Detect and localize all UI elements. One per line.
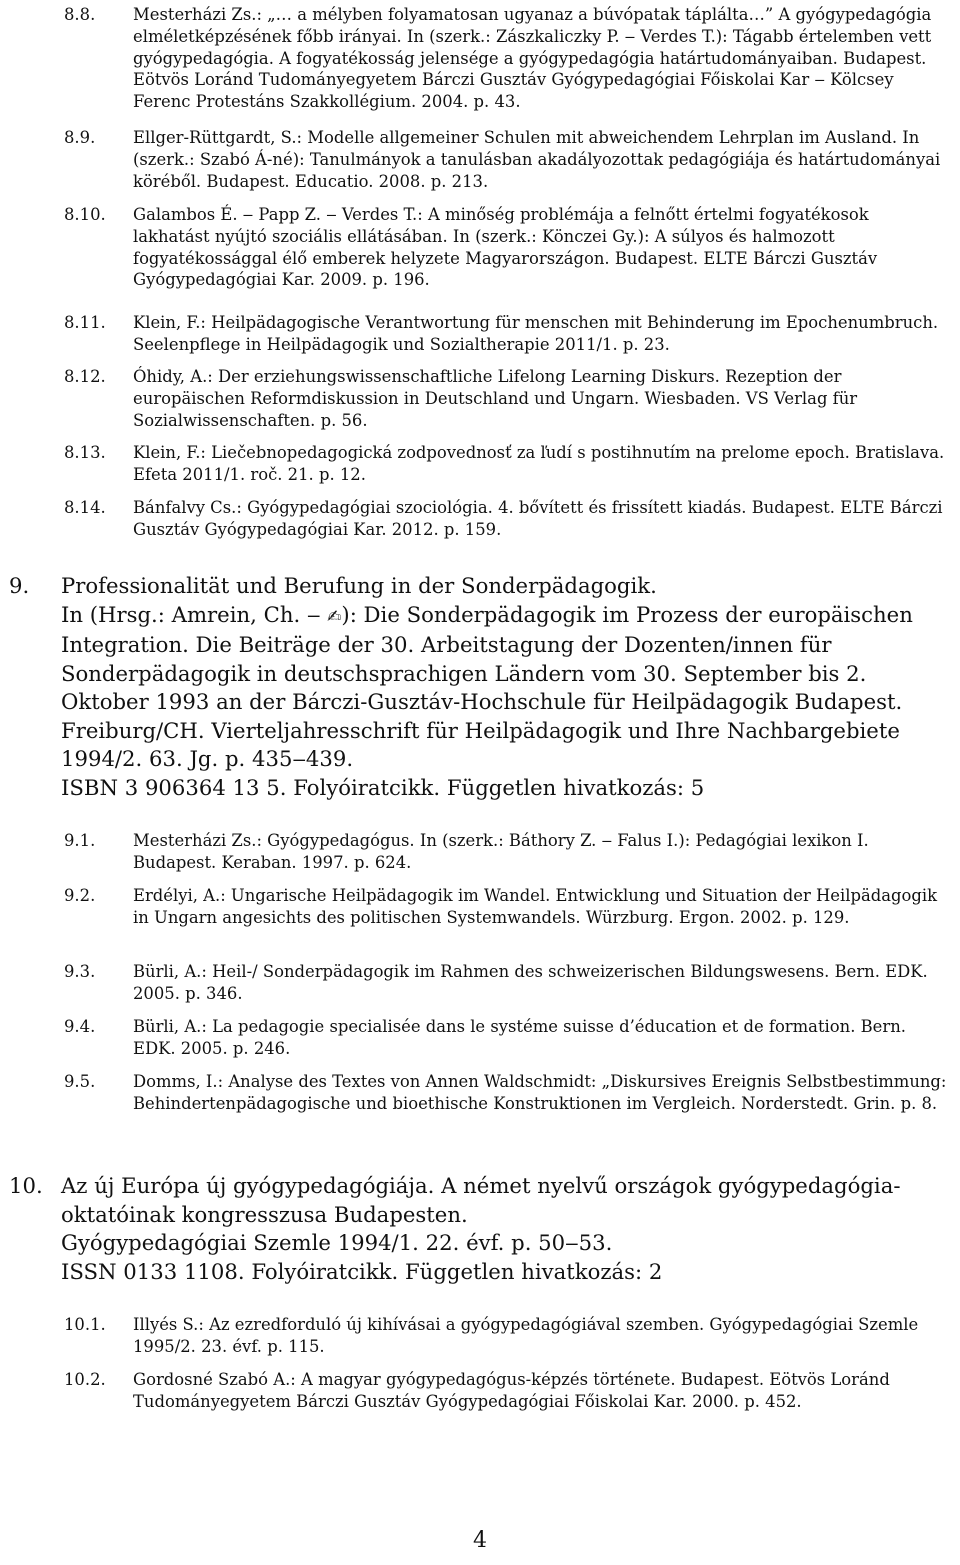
reference-text: Bürli, A.: La pedagogie specialisée dans le systéme suisse d’éducation et de formation. Bern. EDK. 2005. p. 246. (133, 1017, 906, 1058)
reference-text: Klein, F.: Liečebnopedagogická zodpovednosť za ľudí s postihnutím na prelome epoch. Bratislava. Efeta 2011/1. roč. 21. p. 12. (133, 443, 945, 484)
publication-10 (0, 1172, 960, 1286)
reference-8-9 (0, 127, 960, 192)
reference-number: 8.13. (64, 443, 106, 462)
reference-8-10 (0, 204, 960, 291)
reference-9-5 (0, 1071, 960, 1115)
reference-8-13 (0, 442, 960, 486)
reference-8-12 (0, 366, 960, 431)
reference-8-14 (0, 497, 960, 541)
reference-10-2 (0, 1369, 960, 1413)
reference-8-8 (0, 4, 960, 113)
reference-number: 8.9. (64, 128, 96, 147)
page-number: 4 (473, 1528, 487, 1553)
reference-number: 8.10. (64, 205, 106, 224)
reference-text: Bánfalvy Cs.: Gyógypedagógiai szociológia. 4. bővített és frissített kiadás. Budapest. ELTE Bárczi Gusztáv Gyógypedagógiai Kar. 2012. p. 159. (133, 498, 943, 539)
reference-number: 9.2. (64, 886, 96, 905)
reference-text: Erdélyi, A.: Ungarische Heilpädagogik im Wandel. Entwicklung und Situation der Heilpädagogik in Ungarn angesichts des politischen Systemwandels. Würzburg. Ergon. 2002. p. 129. (133, 886, 938, 927)
reference-text: Galambos É. ‒ Papp Z. ‒ Verdes T.: A minőség problémája a felnőtt értelmi fogyatékosok lakhatást nyújtó szociális ellátásában. In (szerk.: Könczei Gy.): A súlyos és halmozott fogyatékossággal élő emberek helyzete Magyarországon. Budapest. ELTE Bárczi Gusztáv Gyógypedagógiai Kar. 2009. p. 196. (133, 205, 878, 290)
publication-title: Az új Európa új gyógypedagógiája. A német nyelvű országok gyógypedagógia-oktatóinak kongresszusa Budapesten. (61, 1173, 901, 1227)
reference-number: 10.1. (64, 1315, 106, 1334)
reference-number: 8.11. (64, 313, 106, 332)
reference-number: 8.8. (64, 5, 96, 24)
reference-text: Óhidy, A.: Der erziehungswissenschaftliche Lifelong Learning Diskurs. Rezeption der europäischen Reformdiskussion in Deutschland und Ungarn. Wiesbaden. VS Verlag für Sozialwissenschaften. p. 56. (133, 367, 858, 430)
reference-number: 10.2. (64, 1370, 106, 1389)
reference-9-3 (0, 961, 960, 1005)
reference-number: 8.12. (64, 367, 106, 386)
reference-text: Ellger-Rüttgardt, S.: Modelle allgemeiner Schulen mit abweichendem Lehrplan im Ausland. In (szerk.: Szabó Á-né): Tanulmányok a tanulásban akadályozottak pedagógiája és határtudományai köréből. Budapest. Educatio. 2008. p. 213. (133, 128, 941, 191)
reference-9-1 (0, 830, 960, 874)
reference-text: Domms, I.: Analyse des Textes von Annen Waldschmidt: „Diskursives Ereignis Selbstbestimmung: Behindertenpädagogische und bioethische Konstruktionen im Vergleich. Norderstedt. Grin. p. 8. (133, 1072, 947, 1113)
publication-number: 9. (9, 573, 30, 598)
reference-number: 8.14. (64, 498, 106, 517)
reference-text: Klein, F.: Heilpädagogische Verantwortung für menschen mit Behinderung im Epochenumbruch. Seelenpflege in Heilpädagogik und Sozialtherapie 2011/1. p. 23. (133, 313, 939, 354)
reference-text: Illyés S.: Az ezredforduló új kihívásai a gyógypedagógiával szemben. Gyógypedagógiai Szemle 1995/2. 23. évf. p. 115. (133, 1315, 919, 1356)
pen-icon: ✍ (327, 606, 342, 627)
publication-identifier: ISSN 0133 1108. Folyóiratcikk. Független hivatkozás: 2 (61, 1258, 663, 1284)
reference-9-2 (0, 885, 960, 929)
publication-title: Professionalität und Berufung in der Sonderpädagogik. (61, 573, 657, 598)
reference-number: 9.4. (64, 1017, 96, 1036)
reference-9-4 (0, 1016, 960, 1060)
publication-identifier: ISBN 3 906364 13 5. Folyóiratcikk. Független hivatkozás: 5 (61, 774, 705, 800)
reference-text: Mesterházi Zs.: „… a mélyben folyamatosan ugyanaz a búvópatak táplálta…” A gyógypedagógia elméletképzésének főbb irányai. In (szerk.: Zászkaliczky P. ‒ Verdes T.): Tágabb értelemben vett gyógypedagógia. A fogyatékosság jelensége a gyógypedagógia határtudományaiban. Budapest. Eötvös Loránd Tudományegyetem Bárczi Gusztáv Gyógypedagógiai Főiskolai Kar ‒ Kölcsey Ferenc Protestáns Szakkollégium. 2004. p. 43. (133, 5, 932, 112)
reference-number: 9.5. (64, 1072, 96, 1091)
reference-text: Gordosné Szabó A.: A magyar gyógypedagógus-képzés története. Budapest. Eötvös Loránd Tudományegyetem Bárczi Gusztáv Gyógypedagógiai Főiskolai Kar. 2000. p. 452. (133, 1370, 890, 1411)
reference-text: Bürli, A.: Heil-/ Sonderpädagogik im Rahmen des schweizerischen Bildungswesens. Bern. EDK. 2005. p. 346. (133, 962, 928, 1003)
publication-9 (0, 572, 960, 802)
publication-source: Gyógypedagógiai Szemle 1994/1. 22. évf. p. 50‒53. (61, 1230, 613, 1255)
reference-8-11 (0, 312, 960, 356)
reference-10-1 (0, 1314, 960, 1358)
reference-number: 9.3. (64, 962, 96, 981)
publication-source-part-a: In (Hrsg.: Amrein, Ch. ‒ (61, 601, 328, 627)
publication-number: 10. (9, 1173, 43, 1198)
publication-source-part-b: ): Die Sonderpädagogik im Prozess der europäischen Integration. Die Beiträge der 30. Arbeitstagung der Dozenten/innen für Sonderpädagogik in deutschsprachigen Ländern vom 30. September bis 2. Oktober 1993 an der Bárczi-Gusztáv-Hochschule für Heilpädagogik Budapest. Freiburg/CH. Vierteljahresschrift für Heilpädagogik und Ihre Nachbargebiete 1994/2. 63. Jg. p. 435‒439. (61, 601, 913, 771)
reference-number: 9.1. (64, 831, 96, 850)
reference-text: Mesterházi Zs.: Gyógypedagógus. In (szerk.: Báthory Z. ‒ Falus I.): Pedagógiai lexikon I. Budapest. Keraban. 1997. p. 624. (133, 831, 869, 872)
publication-source (61, 601, 954, 774)
